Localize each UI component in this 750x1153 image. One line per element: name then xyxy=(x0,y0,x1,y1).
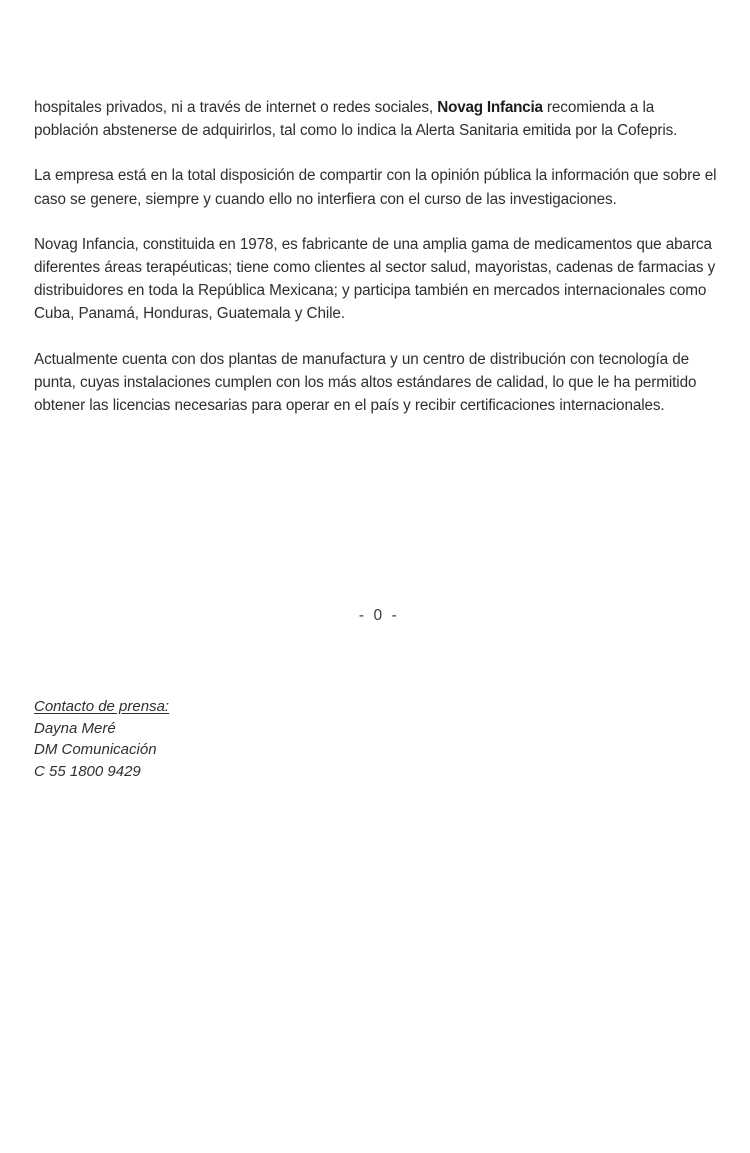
paragraph-2 xyxy=(34,164,722,210)
paragraph-1-segment-1: hospitales privados, ni a través de internet o redes sociales, xyxy=(34,99,438,116)
paragraph-3 xyxy=(34,233,722,326)
press-contact-organization: DM Comunicación xyxy=(34,741,157,758)
end-of-release-mark xyxy=(34,604,722,627)
press-contact-name: Dayna Meré xyxy=(34,719,116,737)
press-contact-phone: C 55 1800 9429 xyxy=(34,762,141,780)
paragraph-3-text: Novag Infancia, constituida en 1978, es fabricante de una amplia gama de medicamentos que abarca diferentes áreas terapéuticas; tiene como clientes al sector salud, mayoristas, cadenas de farmacias y distribuidores en toda la República Mexicana; y participa también en mercados internacionales como Cuba, Panamá, Honduras, Guatemala y Chile. xyxy=(34,235,716,323)
paragraph-4-text: Actualmente cuenta con dos plantas de manufactura y un centro de distribución con tecnología de punta, cuyas instalaciones cumplen con los más altos estándares de calidad, lo que le ha permitido obtener las licencias necesarias para operar en el país y recibir certificaciones internacionales. xyxy=(34,350,697,415)
paragraph-4 xyxy=(34,348,722,418)
paragraph-1-segment-3: recomienda a la población abstenerse de adquirirlos, tal como lo indica la Alerta Sanitaria emitida por la Cofepris. xyxy=(34,99,678,140)
end-mark-right-dash: - xyxy=(391,607,398,624)
company-name-emphasis: Novag Infancia xyxy=(437,99,543,116)
document-body xyxy=(34,96,722,780)
press-contact-heading: Contacto de prensa: xyxy=(34,698,170,715)
paragraph-1 xyxy=(34,96,722,142)
end-mark-left-dash: - xyxy=(358,607,365,624)
press-contact-heading-line xyxy=(34,696,434,718)
paragraph-2-text: La empresa está en la total disposición de compartir con la opinión pública la información que sobre el caso se genere, siempre y cuando ello no interfiera con el curso de las investigaciones. xyxy=(34,167,717,208)
press-contact-block xyxy=(34,696,434,782)
end-mark-symbol: 0 xyxy=(373,607,383,624)
